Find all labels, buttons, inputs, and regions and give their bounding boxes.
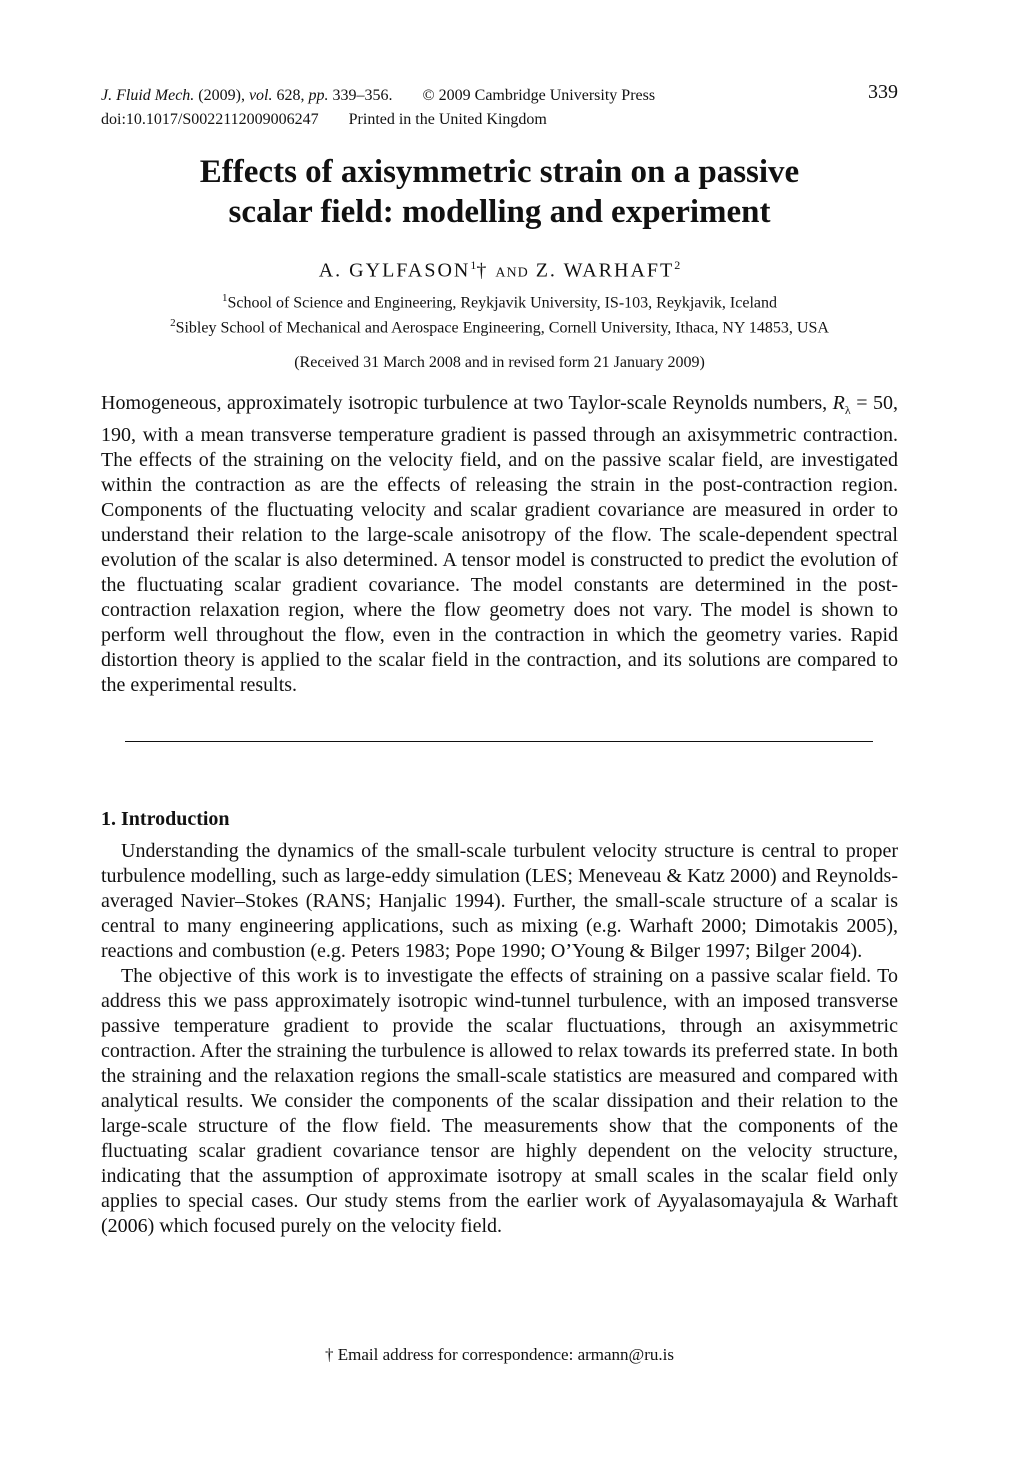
- affiliation-2: [101, 317, 898, 337]
- affiliation-2-text: Sibley School of Mechanical and Aerospace Engineering, Cornell University, Ithaca, NY 14853, USA: [175, 319, 829, 337]
- page-range: 339–356.: [332, 87, 393, 104]
- copyright-notice: © 2009 Cambridge University Press: [422, 87, 656, 104]
- journal-name: J. Fluid Mech.: [101, 87, 195, 104]
- affiliation-2-mark: 2: [170, 317, 176, 329]
- title-line-2: scalar field: modelling and experiment: [228, 194, 771, 230]
- volume-number: 628,: [276, 87, 305, 104]
- doi-line: [101, 108, 898, 132]
- reynolds-subscript: λ: [844, 403, 851, 417]
- correspondence-footnote: † Email address for correspondence: armann@ru.is: [325, 1345, 674, 1364]
- author-1-affil-mark: 1: [470, 258, 477, 272]
- doi: doi:10.1017/S0022112009006247: [101, 111, 319, 128]
- intro-paragraph-1: Understanding the dynamics of the small-scale turbulent velocity structure is central to proper turbulence modelling, such as large-eddy simulation (LES; Meneveau & Katz 2000) and Reynolds-averaged Navier–Stokes (RANS; Hanjalic 1994). Further, the small-scale structure of a scalar is central to many engineering applications, such as mixing (e.g. Warhaft 2000; Dimotakis 2005), reactions and combustion (e.g. Peters 1983; Pope 1990; O’Young & Bilger 1997; Bilger 2004).: [101, 840, 898, 962]
- journal-year: (2009),: [198, 87, 245, 104]
- printed-notice: Printed in the United Kingdom: [348, 111, 547, 128]
- section-heading: 1. Introduction: [101, 808, 230, 830]
- paper-title: [101, 152, 898, 232]
- received-dates: (Received 31 March 2008 and in revised form 21 January 2009): [294, 354, 705, 371]
- author-2-affil-mark: 2: [674, 258, 681, 272]
- affiliation-1-text: School of Science and Engineering, Reykjavik University, IS-103, Reykjavik, Iceland: [227, 294, 777, 312]
- abstract: [101, 391, 898, 698]
- affiliation-1-mark: 1: [222, 292, 228, 304]
- abstract-divider: [125, 741, 873, 742]
- dagger-mark: †: [476, 259, 489, 282]
- volume-label: vol.: [248, 87, 273, 104]
- affiliation-1: [101, 292, 898, 312]
- page-number: 339: [868, 81, 898, 103]
- intro-paragraph-2: The objective of this work is to investigate the effects of straining on a passive scalar field. To address this we pass approximately isotropic wind-tunnel turbulence, with an imposed transverse passive temperature gradient to provide the scalar fluctuations, through an axisymmetric contraction. After the straining the turbulence is allowed to relax towards its preferred state. In both the straining and the relaxation regions the small-scale statistics are measured and compared with analytical results. We consider the components of the scalar dissipation and their relation to the large-scale structure of the flow field. The measurements show that the components of the fluctuating scalar gradient covariance tensor are highly dependent on the velocity structure, indicating that the assumption of approximate isotropy at small scales in the scalar field only applies to special cases. Our study stems from the earlier work of Ayyalasomayajula & Warhaft (2006) which focused purely on the velocity field.: [101, 965, 898, 1237]
- reynolds-symbol: R: [832, 392, 845, 414]
- pages-label: pp.: [308, 87, 329, 104]
- author-conjunction: AND: [495, 265, 529, 281]
- title-line-1: Effects of axisymmetric strain on a passive: [199, 154, 800, 190]
- abstract-text-start: Homogeneous, approximately isotropic turbulence at two Taylor-scale Reynolds numbers,: [101, 392, 833, 414]
- running-header: [101, 81, 898, 132]
- author-line: [101, 258, 898, 283]
- abstract-text-rest: = 50, 190, with a mean transverse temperature gradient is passed through an axisymmetric contraction. The effects of the straining on the velocity field, and on the passive scalar field, are investigated within the contraction as are the effects of releasing the strain in the post-contraction region. Components of the fluctuating velocity and scalar gradient covariance are measured in order to understand their relation to the large-scale anisotropy of the flow. The scale-dependent spectral evolution of the scalar is also determined. A tensor model is constructed to predict the evolution of the fluctuating scalar gradient covariance. The model constants are determined in the post-contraction relaxation region, where the flow geometry does not vary. The model is shown to perform well throughout the flow, even in the contraction in which the geometry varies. Rapid distortion theory is applied to the scalar field in the contraction, and its solutions are compared to the experimental results.: [101, 392, 898, 696]
- author-2: Z. WARHAFT: [535, 259, 675, 282]
- citation-line: [101, 84, 898, 108]
- author-1: A. GYLFASON: [318, 259, 471, 282]
- introduction-body: [101, 839, 898, 1239]
